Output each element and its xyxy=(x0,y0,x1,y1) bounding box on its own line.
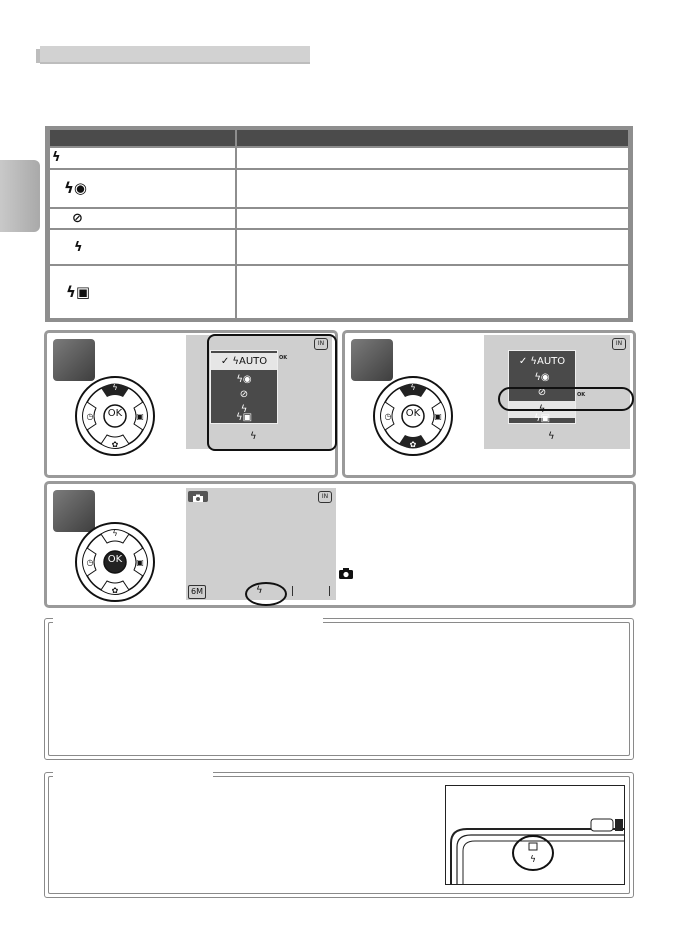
internal-memory-icon: IN xyxy=(612,338,626,350)
step-3-panel xyxy=(44,481,636,608)
svg-text:ϟ: ϟ xyxy=(112,529,118,538)
shooting-mode-indicator xyxy=(188,491,208,502)
svg-text:▣: ▣ xyxy=(434,412,442,421)
svg-text:◷: ◷ xyxy=(384,412,392,421)
chapter-side-tab xyxy=(0,160,40,232)
table-row xyxy=(50,266,628,318)
section-header-bar xyxy=(40,46,310,64)
table-row xyxy=(50,170,628,207)
internal-memory-icon: IN xyxy=(318,491,332,503)
flash-red-eye-icon: ϟ◉ xyxy=(64,179,87,197)
note-box xyxy=(44,618,634,760)
svg-text:▣: ▣ xyxy=(136,558,144,567)
menu-item-slow-sync[interactable]: ϟ▣ xyxy=(533,413,551,424)
image-mode-indicator: 6M xyxy=(188,585,206,599)
flash-status-icon: ϟ xyxy=(256,585,263,596)
menu-item-fill[interactable]: ϟ xyxy=(509,401,575,418)
svg-text:✿: ✿ xyxy=(111,586,119,595)
menu-item-red-eye[interactable]: ϟ◉ xyxy=(534,372,550,383)
step-1-panel xyxy=(44,330,338,478)
menu-callout-outline xyxy=(207,334,337,451)
menu-item-off[interactable]: ⊘ xyxy=(239,389,249,400)
flash-status-icon: ϟ xyxy=(548,431,555,442)
ok-button-label: OK xyxy=(107,408,123,419)
camera-icon xyxy=(188,493,208,504)
flash-icon-callout-outline xyxy=(245,582,287,606)
note-box xyxy=(44,772,634,898)
note-title-area xyxy=(53,617,323,625)
flash-off-icon: ⊘ xyxy=(72,211,83,226)
svg-text:ϟ: ϟ xyxy=(530,855,536,865)
ok-button-label: OK xyxy=(405,408,421,419)
ok-hint: OK xyxy=(577,392,586,398)
table-row xyxy=(50,209,628,228)
exposure-count-bracket xyxy=(292,586,330,596)
internal-memory-icon: IN xyxy=(314,338,328,350)
table-row xyxy=(50,230,628,264)
menu-item-auto[interactable]: ✓ ϟAUTO xyxy=(518,356,566,367)
svg-text:ϟ: ϟ xyxy=(112,383,118,392)
ok-hint: OK xyxy=(279,355,288,361)
flash-status-icon: ϟ xyxy=(250,431,257,442)
svg-text:✿: ✿ xyxy=(111,440,119,449)
table-row xyxy=(50,148,628,168)
svg-text:◷: ◷ xyxy=(86,412,94,421)
svg-text:◷: ◷ xyxy=(86,558,94,567)
camera-icon xyxy=(338,567,354,580)
menu-item-red-eye[interactable]: ϟ◉ xyxy=(236,374,252,385)
menu-item-off[interactable]: ⊘ xyxy=(537,387,547,398)
flash-mode-table-header xyxy=(50,130,628,146)
svg-text:ϟ: ϟ xyxy=(410,383,416,392)
menu-item-fill[interactable]: ϟ xyxy=(240,404,248,415)
svg-text:▣: ▣ xyxy=(136,412,144,421)
menu-item-auto[interactable]: ✓ ϟAUTO xyxy=(211,353,277,370)
menu-item-slow-sync[interactable]: ϟ▣ xyxy=(235,412,253,423)
flash-auto-icon: ϟ xyxy=(52,150,61,165)
note-title-area xyxy=(53,771,213,779)
ok-button-label: OK xyxy=(107,554,123,565)
flash-fill-icon: ϟ xyxy=(74,240,83,255)
camera-flash-lamp-illustration xyxy=(445,785,625,885)
svg-text:✿: ✿ xyxy=(409,440,417,449)
step-2-panel xyxy=(342,330,636,478)
selected-item-callout-outline xyxy=(498,387,634,411)
flash-slow-sync-icon: ϟ▣ xyxy=(66,283,91,301)
